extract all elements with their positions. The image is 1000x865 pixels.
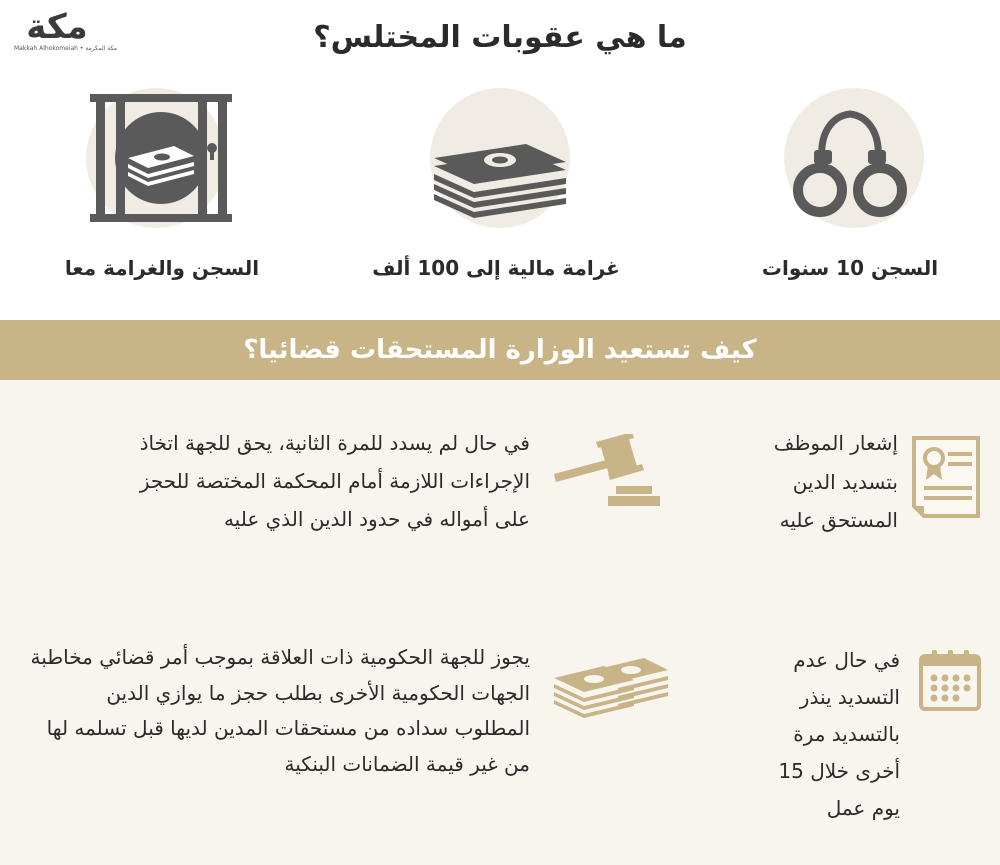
money-bundle-icon [550,648,670,726]
penalty-label-fine: غرامة مالية إلى 100 ألف [372,256,620,280]
recovery-banner [0,320,1000,380]
step-2-text: في حال عدم التسديد ينذر بالتسديد مرة أخرى خلال 15 يوم عمل [778,648,900,820]
penalty-item-prison [770,88,930,228]
recovery-title: كيف تستعيد الوزارة المستحقات قضائيا؟ [243,335,757,365]
step-3-text: في حال لم يسدد للمرة الثانية، يحق للجهة اتخاذ الإجراءات اللازمة أمام المحكمة المختصة للحجز على أمواله في حدود الدين الذي عليه [139,431,530,531]
penalty-item-both [82,88,242,228]
penalty-item-fine [416,88,576,228]
calendar-icon [918,650,982,712]
step-1-text: إشعار الموظف بتسديد الدين المستحق عليه [773,431,898,532]
logo-subtitle: Makkah Alhokomeiah • مكة المكرمة [14,45,117,52]
certificate-icon [910,434,982,520]
step-4-text: يجوز للجهة الحكومية ذات العلاقة بموجب أمر قضائي مخاطبة الجهات الحكومية الأخرى بطلب حجز ما يوازي الدين المطلوب سداده من مستحقات المدين لديها قبل تسلمه لها من غير قيمة الضمانات البنكية [30,645,530,776]
jail-money-icon [82,88,242,228]
penalties-section [0,0,1000,320]
logo [14,7,117,52]
penalty-label-both: السجن والغرامة معا [64,256,260,280]
recovery-section [0,380,1000,865]
logo-name: مكة [26,7,88,47]
page-title: ما هي عقوبات المختلس؟ [313,20,687,55]
money-stack-icon [416,88,576,228]
handcuffs-icon [770,88,930,228]
penalty-label-prison: السجن 10 سنوات [761,256,939,280]
gavel-icon [552,434,668,510]
